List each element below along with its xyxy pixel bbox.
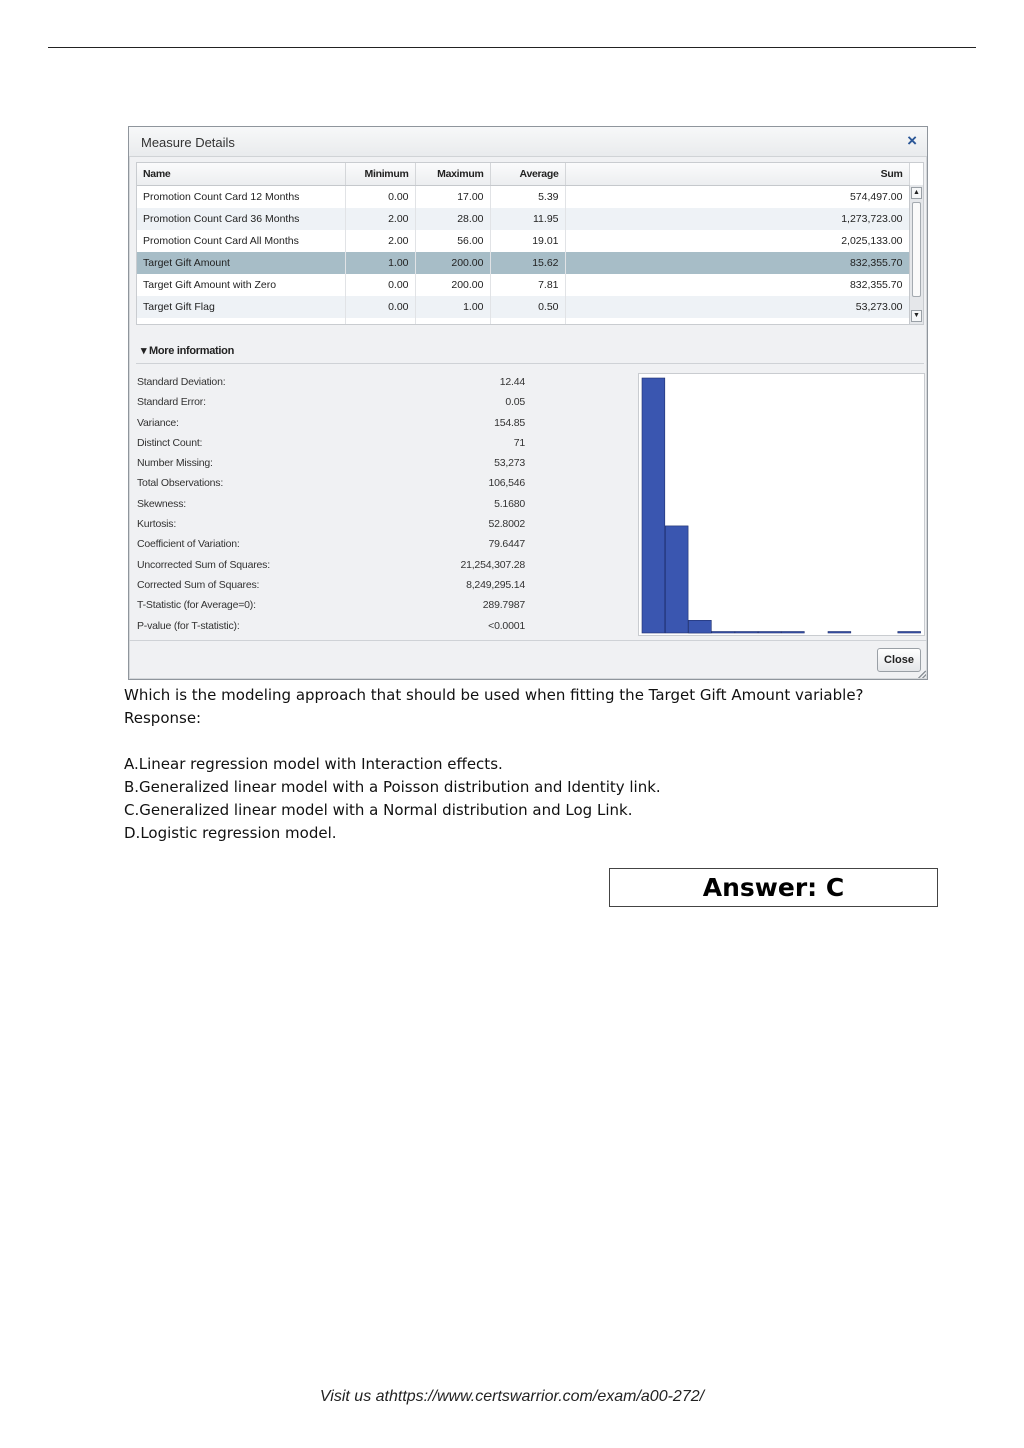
stat-row: [137, 434, 529, 454]
stat-row: [137, 576, 529, 596]
stat-label: Corrected Sum of Squares:: [137, 578, 260, 591]
histogram-bar: [828, 632, 851, 634]
stat-value: 71: [513, 436, 525, 449]
stat-label: Distinct Count:: [137, 436, 203, 449]
more-information-toggle[interactable]: ▾ More information: [141, 345, 235, 357]
stat-value: 12.44: [499, 376, 525, 388]
cell-name: Promotion Count Card All Months: [137, 230, 345, 252]
histogram-bar: [758, 632, 781, 634]
stat-value: 8,249,295.14: [466, 578, 525, 591]
close-button[interactable]: Close: [877, 648, 921, 672]
stat-row: [137, 515, 529, 535]
response-label: Response:: [124, 709, 202, 727]
cell-average: 5.39: [490, 186, 565, 209]
histogram-bar: [665, 526, 688, 633]
option-d: D.Logistic regression model.: [124, 824, 337, 842]
stat-value: 21,254,307.28: [460, 558, 525, 571]
table-row[interactable]: [137, 296, 909, 318]
cell-maximum: 1.00: [415, 296, 490, 318]
stat-row: [137, 596, 529, 616]
page-top-rule: [48, 47, 976, 48]
histogram-bar: [712, 632, 735, 634]
cell-average: 19.01: [490, 230, 565, 252]
cell-minimum: 1.00: [345, 252, 415, 274]
cell-minimum: 2.00: [345, 230, 415, 252]
close-icon[interactable]: ×: [907, 131, 917, 150]
stat-value: 5.1680: [494, 497, 525, 510]
stat-label: Total Observations:: [137, 477, 224, 490]
cell-sum: 53,273.00: [565, 296, 909, 318]
table-header-row: [137, 163, 909, 186]
cell-maximum: 28.00: [415, 208, 490, 230]
stat-row: [137, 495, 529, 515]
stat-value: 0.05: [505, 396, 525, 409]
table-row-selected[interactable]: [137, 252, 909, 274]
stat-label: Uncorrected Sum of Squares:: [137, 558, 270, 571]
cell-minimum: 0.00: [345, 186, 415, 209]
table-row[interactable]: [137, 230, 909, 252]
stat-row: [137, 454, 529, 474]
scroll-up-icon[interactable]: ▲: [911, 187, 922, 199]
cell-average: 0.50: [490, 296, 565, 318]
statistics-list: [137, 373, 529, 637]
answer-options: [124, 753, 661, 845]
stat-value: 52.8002: [488, 518, 525, 531]
resize-grip-icon[interactable]: [918, 670, 926, 678]
stat-label: P-value (for T-statistic):: [137, 619, 240, 632]
stat-label: Variance:: [137, 416, 179, 429]
stat-label: Skewness:: [137, 497, 186, 510]
option-a: A.Linear regression model with Interaction effects.: [124, 755, 503, 773]
option-b: B.Generalized linear model with a Poisson distribution and Identity link.: [124, 778, 661, 796]
stat-value: 53,273: [494, 457, 525, 470]
cell-minimum: 0.00: [345, 274, 415, 296]
histogram-chart: [639, 374, 924, 635]
histogram-bar: [642, 378, 665, 633]
cell-name: Target Gift Amount with Zero: [137, 274, 345, 296]
cell-average: 15.62: [490, 252, 565, 274]
histogram-bar: [735, 632, 758, 634]
cell-maximum: 200.00: [415, 274, 490, 296]
stat-label: Standard Deviation:: [137, 376, 226, 388]
cell-name: Promotion Count Card 36 Months: [137, 208, 345, 230]
dialog-title: Measure Details: [141, 135, 235, 150]
column-header-name[interactable]: Name: [137, 163, 345, 186]
column-header-maximum[interactable]: Maximum: [415, 163, 490, 186]
stat-row: [137, 617, 529, 637]
cell-sum: 574,497.00: [565, 186, 909, 209]
cell-maximum: 200.00: [415, 252, 490, 274]
stat-row: [137, 556, 529, 576]
stat-row: [137, 474, 529, 494]
histogram-bar: [898, 632, 921, 634]
cell-average: 11.95: [490, 208, 565, 230]
cell-sum: 832,355.70: [565, 274, 909, 296]
question: [124, 684, 944, 730]
cell-name: Target Gift Amount: [137, 252, 345, 274]
measure-details-dialog: [128, 126, 928, 680]
table-row[interactable]: [137, 274, 909, 296]
option-c: C.Generalized linear model with a Normal distribution and Log Link.: [124, 801, 633, 819]
cell-minimum: 2.00: [345, 208, 415, 230]
table-row[interactable]: [137, 208, 909, 230]
cell-minimum: 0.00: [345, 296, 415, 318]
table-row-partial[interactable]: [137, 318, 909, 325]
column-header-sum[interactable]: Sum: [565, 163, 909, 186]
divider: [129, 640, 927, 641]
cell-sum: 832,355.70: [565, 252, 909, 274]
dialog-titlebar: [129, 127, 927, 157]
measures-grid: [137, 163, 910, 325]
stat-value: <0.0001: [488, 619, 525, 632]
stat-value: 289.7987: [482, 599, 525, 612]
stat-value: 154.85: [494, 416, 525, 429]
cell-name: Target Gift Flag: [137, 296, 345, 318]
cell-sum: 1,273,723.00: [565, 208, 909, 230]
stat-row: [137, 373, 529, 393]
stat-label: Coefficient of Variation:: [137, 538, 240, 551]
histogram-bar: [689, 620, 712, 633]
table-row[interactable]: [137, 186, 909, 209]
question-text: Which is the modeling approach that should be used when fitting the Target Gift Amount variable?: [124, 686, 864, 704]
measures-table: [136, 162, 924, 325]
table-scrollbar[interactable]: [909, 185, 923, 324]
answer-box: Answer: C: [609, 868, 938, 907]
column-header-minimum[interactable]: Minimum: [345, 163, 415, 186]
column-header-average[interactable]: Average: [490, 163, 565, 186]
cell-average: 7.81: [490, 274, 565, 296]
scroll-thumb[interactable]: [912, 202, 921, 297]
stat-row: [137, 414, 529, 434]
cell-maximum: 56.00: [415, 230, 490, 252]
cell-sum: 2,025,133.00: [565, 230, 909, 252]
cell-name: Promotion Count Card 12 Months: [137, 186, 345, 209]
histogram-panel: [638, 373, 925, 636]
stat-label: T-Statistic (for Average=0):: [137, 599, 256, 612]
stat-value: 79.6447: [488, 538, 525, 551]
stat-row: [137, 535, 529, 555]
scroll-down-icon[interactable]: ▼: [911, 310, 922, 322]
histogram-bar: [782, 632, 805, 634]
stat-label: Standard Error:: [137, 396, 206, 409]
footer-link[interactable]: Visit us athttps://www.certswarrior.com/exam/a00-272/: [319, 1388, 705, 1405]
stat-row: [137, 393, 529, 413]
divider: [136, 363, 924, 364]
cell-maximum: 17.00: [415, 186, 490, 209]
stat-label: Kurtosis:: [137, 518, 177, 531]
stat-label: Number Missing:: [137, 457, 213, 470]
stat-value: 106,546: [488, 477, 525, 490]
